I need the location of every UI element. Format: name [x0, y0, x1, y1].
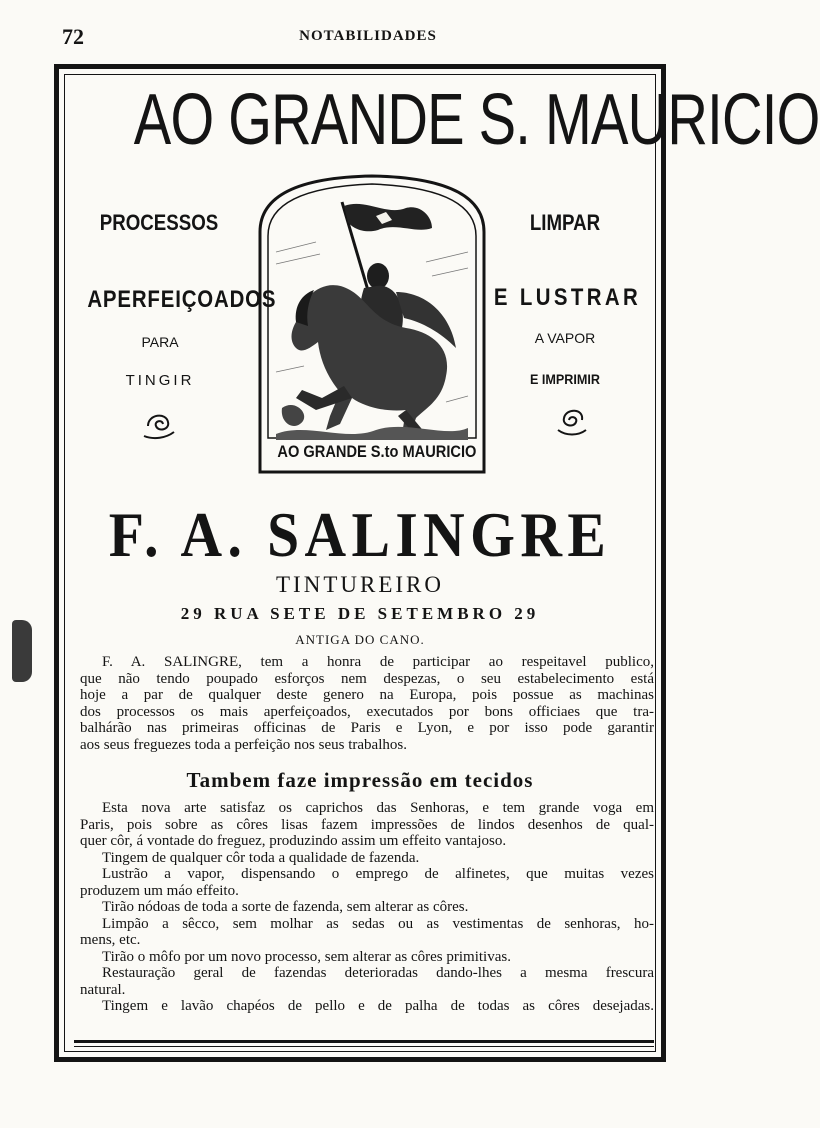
saint-maurice-on-horseback-icon	[256, 172, 488, 482]
intro-line: balhárão nas primeiras officinas de Paris e Lyon, e por isso pode garantir	[80, 720, 654, 736]
shop-address: 29 RUA SETE DE SETEMBRO 29	[180, 604, 540, 623]
service-line: Limpão a sêcco, sem molhar as sedas ou as vestimentas de senhoras, ho-	[102, 915, 654, 932]
service-line: mens, etc.	[80, 932, 141, 948]
service-line: Paris, pois sobre as côres lisas fazem impressões de lindos desenhos de qual-	[80, 816, 654, 833]
intro-line: que não tendo poupado esforços nem despezas, o seu estabelecimento está	[80, 670, 654, 687]
service-line: Lustrão a vapor, dispensando o emprego de alfinetes, que muitas vezes	[102, 866, 654, 882]
intro-paragraph	[80, 654, 654, 753]
bottom-rule	[74, 1046, 654, 1047]
right-column-line2: E LUSTRAR	[493, 284, 642, 311]
service-line: Tingem de qualquer côr toda a qualidade de fazenda.	[102, 849, 420, 866]
emblem-caption: AO GRANDE S.to MAURICIO	[277, 442, 477, 461]
service-line: produzem um máo effeito.	[80, 882, 239, 899]
shop-title: AO GRANDE S. MAURICIO	[133, 80, 820, 160]
service-line: Esta nova arte satisfaz os caprichos das Senhoras, e tem grande voga em	[102, 800, 654, 816]
trade-title: TINTUREIRO	[276, 572, 444, 597]
service-line: quer côr, á vontade do freguez, produzindo assim um effeito vantajoso.	[80, 833, 507, 849]
right-column-line3: A VAPOR	[534, 330, 596, 346]
flourish-ornament-icon	[552, 404, 592, 438]
left-column-line2: APERFEIÇOADOS	[87, 286, 277, 313]
services-paragraph	[80, 800, 654, 1015]
right-column-line4: E IMPRIMIR	[529, 371, 601, 387]
left-column-line4: TINGIR	[125, 372, 195, 389]
left-column-line1: PROCESSOS	[99, 210, 219, 235]
left-column-line3: PARA	[141, 334, 179, 350]
service-line: Tirão o môfo por um novo processo, sem alterar as côres primitivas.	[102, 948, 511, 965]
intro-line: aos seus freguezes toda a perfeição nos seus trabalhos.	[80, 736, 407, 753]
page-number: 72	[62, 24, 84, 49]
merchant-name: F. A. SALINGRE	[108, 499, 612, 570]
service-line: Tirão nódoas de toda a sorte de fazenda, sem alterar as côres.	[102, 899, 469, 915]
running-header: NOTABILIDADES	[299, 28, 437, 44]
right-column-line1: LIMPAR	[529, 210, 601, 235]
intro-line: dos processos os mais aperfeiçoados, executados por bons officiaes que tra-	[80, 703, 654, 720]
service-line: natural.	[80, 981, 126, 998]
service-line: Restauração geral de fazendas deterioradas dando-lhes a mesma frescura	[102, 965, 654, 981]
intro-line: hoje a par de qualquer deste genero na Europa, pois possue as machinas	[80, 687, 654, 703]
sub-heading: Tambem faze impressão em tecidos	[186, 768, 534, 792]
flourish-ornament-icon	[140, 408, 180, 442]
former-name: ANTIGA DO CANO.	[295, 632, 425, 647]
binding-shadow	[12, 620, 32, 682]
bottom-rule	[74, 1040, 654, 1043]
intro-line: F. A. SALINGRE, tem a honra de participar ao respeitavel publico,	[102, 654, 654, 670]
service-line: Tingem e lavão chapéos de pello e de palha de todas as côres desejadas.	[102, 998, 654, 1014]
